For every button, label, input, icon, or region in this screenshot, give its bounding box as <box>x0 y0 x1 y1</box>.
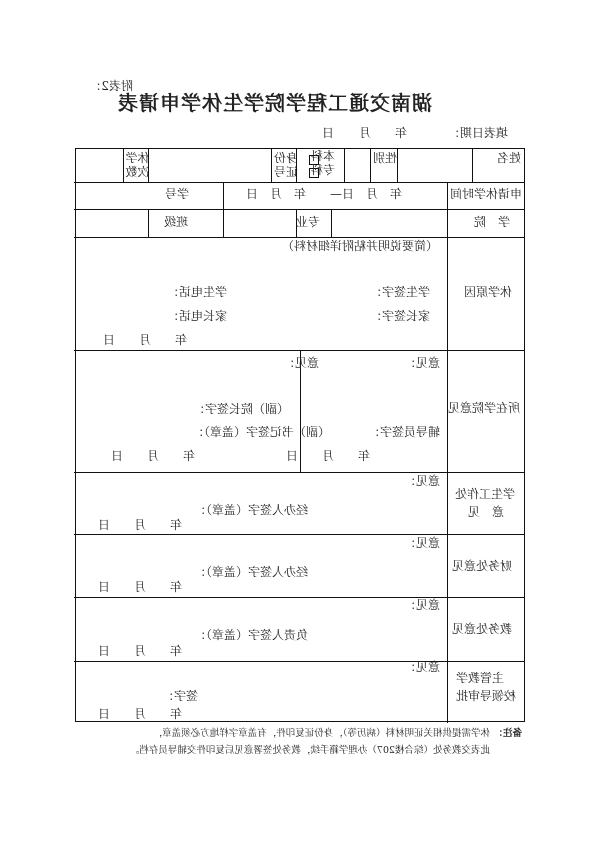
notes-label: 备注： <box>493 728 522 739</box>
academic-date[interactable]: 年 月 日 <box>97 644 182 658</box>
leader-opinion: 意见： <box>403 660 440 674</box>
reason-date[interactable]: 年 月 日 <box>102 333 187 347</box>
parent-sign-label[interactable]: 家长签字： <box>369 309 430 323</box>
finance-sign[interactable]: 经办人签字（盖章）： <box>193 565 308 579</box>
finance-label: 财务处意见 <box>451 559 512 573</box>
student-id-label: 学号 <box>164 187 189 201</box>
suspend-count-label: 休学次数 <box>125 151 150 180</box>
leader-label-line1: 主管教学 <box>455 671 504 685</box>
college-right-opinion: 意见： <box>282 356 319 370</box>
reason-hint: （简要说明并粘附详细材料） <box>281 239 438 253</box>
academic-label: 教务处意见 <box>451 622 512 636</box>
notes-line1: 休学需提供相关证明材料（病历等），身份证复印件，有盖章字样地方必须盖章， <box>152 728 490 739</box>
academic-opinion: 意见： <box>403 598 440 612</box>
student-affairs-date[interactable]: 年 月 日 <box>97 518 182 532</box>
college-label: 学 院 <box>473 215 510 229</box>
name-label: 姓名 <box>496 151 521 165</box>
student-affairs-opinion: 意见： <box>403 474 440 488</box>
finance-opinion: 意见： <box>403 536 440 550</box>
college-left-date[interactable]: 年 月 日 <box>285 449 370 463</box>
id-number-label: 身份证号 <box>273 151 298 180</box>
gender-label: 性别 <box>372 151 397 165</box>
level-junior-label: 专科 <box>310 163 335 177</box>
college-left-opinion: 意见： <box>403 356 440 370</box>
parent-phone-label[interactable]: 家长电话： <box>166 309 227 323</box>
reason-label: 休学原因 <box>463 285 512 299</box>
attachment-label: 附表2： <box>89 79 133 93</box>
student-sign-label[interactable]: 学生签字： <box>369 285 430 299</box>
suspend-period-value[interactable]: 年 月 日— 年 月 日 <box>245 187 402 201</box>
student-affairs-sign[interactable]: 经办人签字（盖章）： <box>193 503 308 517</box>
dean-sign-label[interactable]: （副）院长签字： <box>192 402 289 416</box>
student-phone-label[interactable]: 学生电话： <box>166 285 227 299</box>
student-affairs-label-line1: 学生工作处 <box>454 487 515 501</box>
form-title: 湖南交通工程学院学生休学申请表 <box>117 91 432 115</box>
notes-line2: 此表交教务处（综合楼207）办理学籍手续，教务处签署意见后复印件交辅导员存档。 <box>129 745 490 756</box>
leader-sign[interactable]: 签字： <box>161 689 198 703</box>
fill-date-label: 填表日期： <box>447 126 508 140</box>
fill-date-day[interactable]: 日 <box>321 126 334 140</box>
fill-date-month[interactable]: 月 <box>358 126 371 140</box>
academic-sign[interactable]: 负责人签字（盖章）： <box>193 628 308 642</box>
college-opinion-label: 所在学院意见 <box>447 401 520 415</box>
secretary-sign-label[interactable]: （副）书记签字（盖章）： <box>191 425 330 439</box>
suspend-period-label: 申请休学时间 <box>449 187 522 201</box>
class-label: 班级 <box>163 215 188 229</box>
major-label: 专业 <box>295 215 320 229</box>
leader-label-line2: 校领导审批 <box>455 689 516 703</box>
student-affairs-label-line2: 意 见 <box>467 505 504 519</box>
college-right-date[interactable]: 年 月 日 <box>110 449 195 463</box>
leader-date[interactable]: 年 月 日 <box>97 707 182 721</box>
counselor-sign-label[interactable]: 辅导员签字： <box>367 425 440 439</box>
level-undergrad-label: 本科 <box>310 149 335 163</box>
fill-date-year[interactable]: 年 <box>394 126 407 140</box>
finance-date[interactable]: 年 月 日 <box>97 580 182 594</box>
